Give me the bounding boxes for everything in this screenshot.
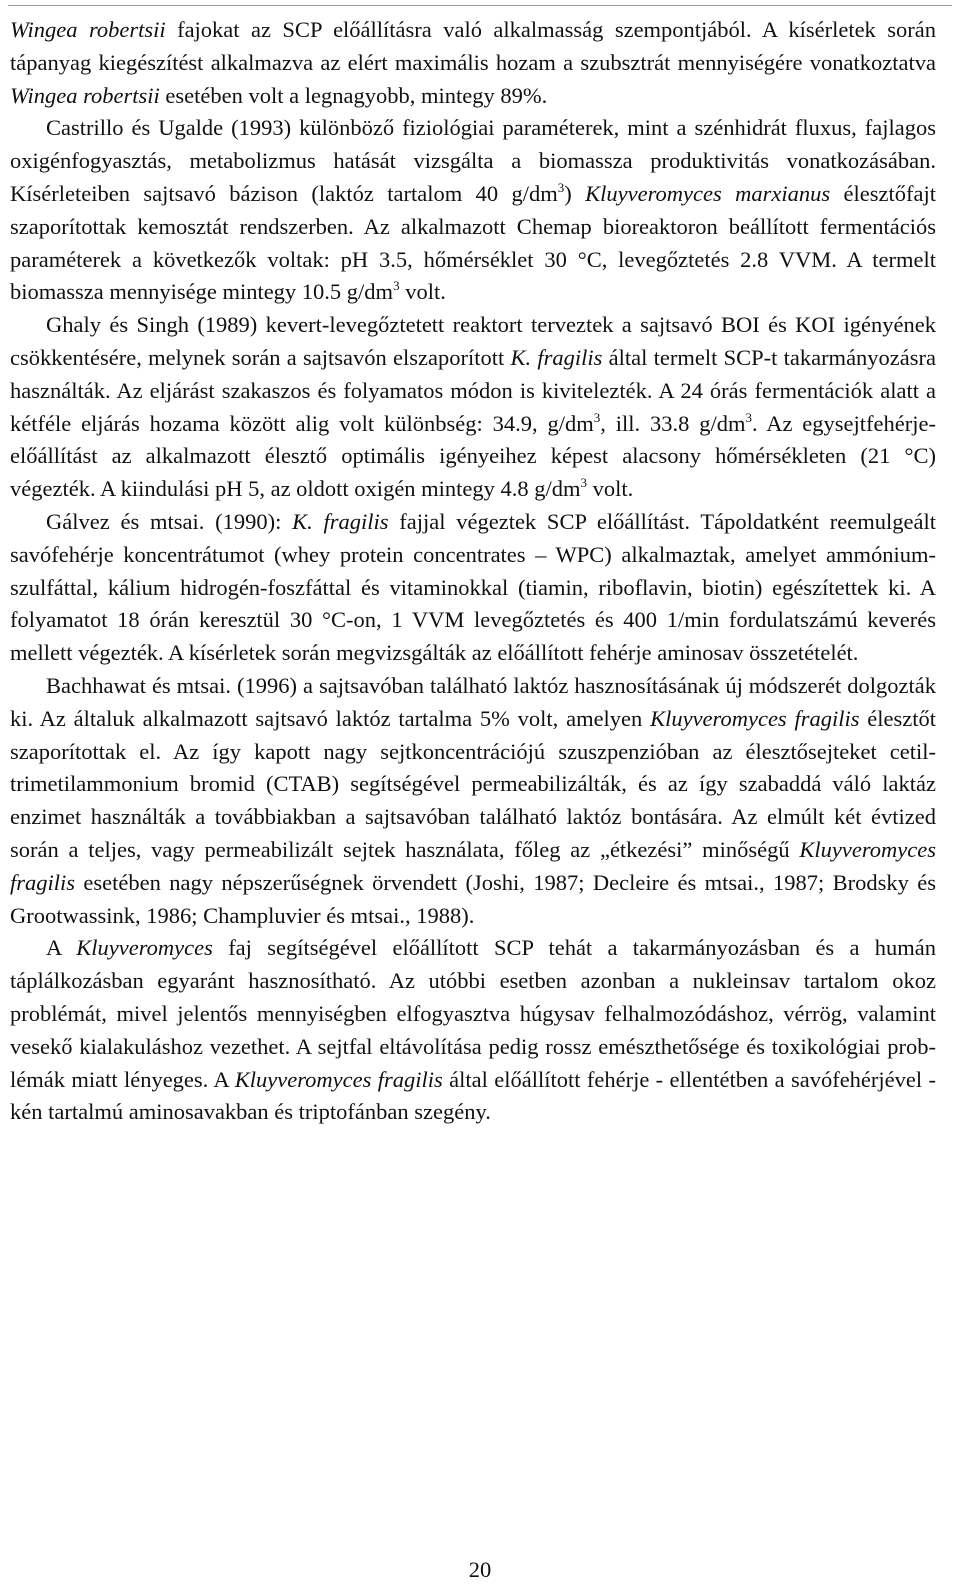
italic-term: Wingea robertsii <box>10 82 160 108</box>
text-run: Gálvez és mtsai. (1990): <box>46 508 293 534</box>
text-run: élesztőfajt szaporítottak kemosztát rendszerben. Az alkalmazott Chemap bioreaktoron beállított fermentációs paraméterek a következők voltak: pH 3.5, hőmérséklet 30 °C, levegőztetés 2.8 VVM. A termelt biomassza mennyisége mintegy 10.5 g/dm <box>10 180 937 305</box>
text-run: fajjal végeztek SCP előállítást. Tápoldatként reemulgeált savófehérje koncentrátumot (whey protein concentrates – WPC) alkalmaztak, amelyet ammónium-szulfáttal, kálium hidrogén-foszfáttal és vitaminokkal (tiamin, riboflavin, biotin) egészítettek ki. A folyamatot 18 órán keresztül 30 °C-on, 1 VVM levegőztetés és 400 1/min fordulatszámú keverés mellett végezték. A kísérletek során megvizsgálták az előállított fehérje aminosav összetételét. <box>10 508 936 666</box>
italic-term: K. fragilis <box>292 508 389 534</box>
text-run: Bachhawat és mtsai. (1996) a sajtsavóban található laktóz hasznosításának új módszerét dolgozták ki. Az általuk alkalmazott sajtsavó laktóz tartalma 5% volt, amelyen <box>10 672 936 731</box>
text-run: esetében volt a legnagyobb, mintegy 89%. <box>159 82 548 108</box>
text-run: volt. <box>399 279 446 305</box>
italic-term: Kluyveromyces fragilis <box>234 1066 443 1092</box>
text-run: faj segítségével előállított SCP tehát a takarmányozásban és a humán táplálkozásban egyaránt hasznosítható. Az utóbbi esetben azonban a nukleinsav tartalom okoz problémát, mivel jelentős mennyiségben elfogyasztva húgysav felhalmozódáshoz, vérrög, valamint vesekő kialakuláshoz vezethet. A sejtfal eltávolítása pedig rossz emészthetősége és toxikológiai problémák miatt lényeges. A <box>10 935 936 1092</box>
text-run: A <box>46 935 77 961</box>
text-run: . Az egysejtfehérje-előállítást az alkalmazott élesztő optimális igényeihez képest alacsony hőmérsékleten (21 °C) végezték. A kiindulási pH 5, az oldott oxigén mintegy 4.8 g/dm <box>10 410 936 502</box>
superscript: 3 <box>393 278 400 294</box>
text-run: által termelt SCP-t takarmányozásra használták. Az eljárást szakaszos és folyamatos módon is kivitelezték. A 24 órás fermentációk alatt a kétféle eljárás hozama között alig volt különbség: 34.9, g/dm <box>10 344 937 436</box>
superscript: 3 <box>745 409 752 425</box>
text-run: Castrillo és Ugalde (1993) különböző fiziológiai paraméterek, mint a szénhidrát fluxus, fajlagos oxigénfogyasztás, metabolizmus hatását vizsgálta a biomassza produktivitás vonatkozásában. Kísérleteiben sajtsavó bázison (laktóz tartalom 40 g/dm <box>10 115 936 206</box>
paragraph <box>10 112 936 309</box>
document-body <box>10 14 936 1129</box>
superscript: 3 <box>580 475 588 491</box>
paragraph <box>10 14 936 112</box>
text-run: ) <box>564 180 586 206</box>
paragraph <box>10 670 936 932</box>
text-run: élesztőt szaporítottak el. Az így kapott nagy sejtkoncentrációjú szuszpenzióban az élesztősejteket cetiltrimetilammonium bromid (CTAB) segítségével permeabilizálták, és az így szabaddá váló laktáz enzimet használták a továbbiakban a sajtsavóban található laktóz bontására. Az elmúlt két évtized során a teljes, vagy permeabilizált sejtek használata, főleg az „étkezési” minőségű <box>10 705 936 862</box>
paragraph <box>10 309 936 506</box>
italic-term: Kluyveromyces fragilis <box>10 836 936 895</box>
superscript: 3 <box>593 409 601 425</box>
text-run: volt. <box>587 476 634 502</box>
italic-term: Kluyveromyces <box>76 935 213 961</box>
text-run: , ill. 33.8 g/dm <box>600 410 746 436</box>
superscript: 3 <box>557 179 565 195</box>
paragraph <box>10 932 936 1129</box>
header-rule <box>8 5 952 6</box>
italic-term: K. fragilis <box>510 344 603 370</box>
italic-term: Kluyveromyces marxianus <box>585 180 831 206</box>
paragraph <box>10 506 936 670</box>
italic-term: Wingea robertsii <box>10 17 166 42</box>
text-run: által előállított fehérje - ellentétben a savófehérjével - kén tartalmú aminosavakban és triptofánban szegény. <box>10 1066 936 1125</box>
page-number: 20 <box>468 1557 492 1582</box>
text-run: fajokat az SCP előállításra való alkalmasság szempontjából. A kísérletek során tápanyag kiegészítést alkalmazva az elért maximális hozam a szubsztrát mennyiségére vonatkoztatva <box>10 17 936 75</box>
text-run: esetében nagy népszerűségnek örvendett (Joshi, 1987; Decleire és mtsai., 1987; Brodsky és Grootwassink, 1986; Champluvier és mtsai., 1988). <box>10 869 936 928</box>
italic-term: Kluyveromyces fragilis <box>650 705 860 731</box>
text-run: Ghaly és Singh (1989) kevert-levegőztetett reaktort terveztek a sajtsavó BOI és KOI igényének csökkentésére, melynek során a sajtsavón elszaporított <box>10 312 936 370</box>
